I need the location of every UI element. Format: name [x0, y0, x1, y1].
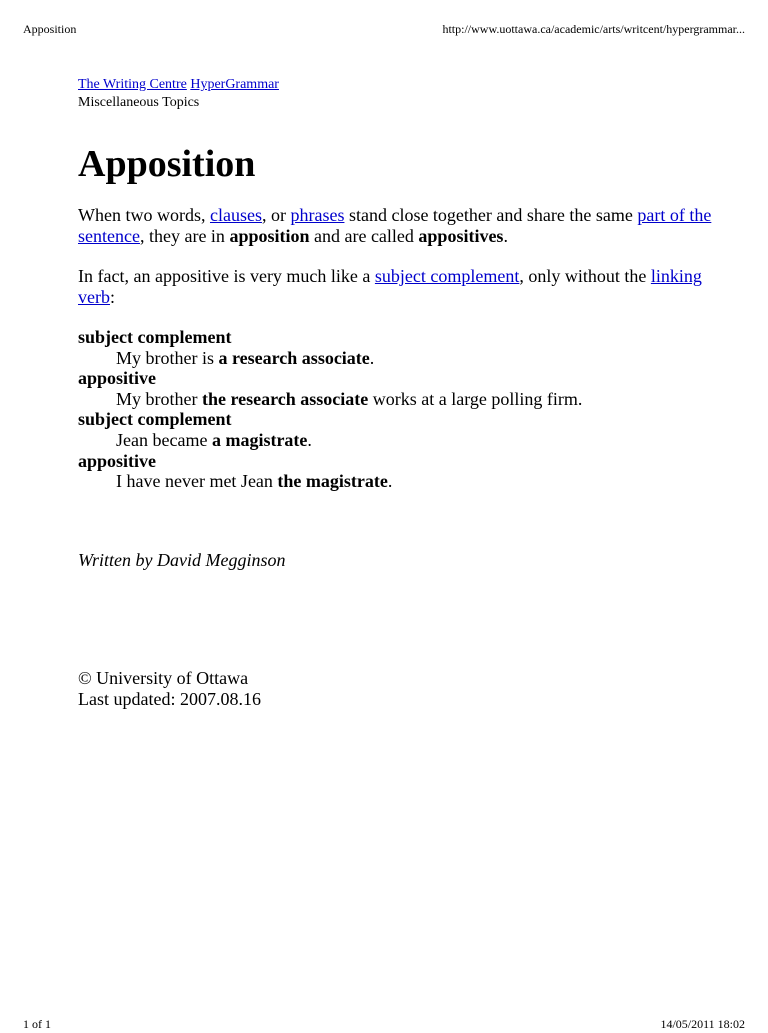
print-header	[23, 20, 745, 38]
link-part-of-sentence[interactable]: part of the sentence	[78, 205, 712, 246]
print-datetime: 14/05/2011 18:02	[660, 1017, 745, 1031]
link-linking-verb[interactable]: linking verb	[78, 266, 702, 307]
breadcrumb-link-hypergrammar[interactable]: HyperGrammar	[190, 77, 279, 92]
text-run: :	[109, 287, 115, 307]
example-bold: the research associate	[201, 388, 369, 409]
link-phrases[interactable]: phrases	[290, 205, 345, 225]
example-sentence	[116, 471, 718, 492]
text-run: In fact, an appositive is very much like a	[78, 266, 375, 286]
link-subject-complement[interactable]: subject complement	[374, 266, 520, 286]
copyright-block	[78, 668, 718, 710]
last-updated: Last updated: 2007.08.16	[78, 688, 261, 709]
page-count: 1 of 1	[23, 1017, 51, 1031]
link-clauses[interactable]: clauses	[209, 205, 262, 225]
text-run: Jean became	[116, 429, 212, 450]
text-run: When two words,	[78, 205, 210, 225]
breadcrumb-link-writing-centre[interactable]: The Writing Centre	[78, 77, 187, 92]
example-term: appositive	[78, 368, 157, 389]
text-run: stand close together and share the same	[344, 205, 638, 225]
example-sentence	[116, 389, 718, 410]
page-content	[78, 76, 718, 710]
example-sentence	[116, 348, 718, 369]
text-run: , or	[261, 205, 291, 225]
examples-list	[78, 327, 718, 492]
bold-apposition: apposition	[229, 226, 310, 246]
text-run: .	[387, 471, 393, 492]
copyright-notice: © University of Ottawa	[78, 667, 249, 688]
text-run: .	[369, 347, 375, 368]
text-run: works at a large polling firm.	[368, 388, 583, 409]
breadcrumb	[78, 76, 718, 94]
breadcrumb-subtitle: Miscellaneous Topics	[78, 95, 200, 110]
example-bold: a magistrate	[211, 429, 308, 450]
text-run: .	[503, 226, 508, 246]
example-bold: the magistrate	[277, 471, 388, 492]
example-term: subject complement	[78, 409, 232, 430]
example-term: appositive	[78, 450, 157, 471]
text-run: , they are in	[139, 226, 230, 246]
text-run: , only without the	[519, 266, 651, 286]
text-run: and are called	[309, 226, 419, 246]
text-run: .	[307, 429, 312, 450]
example-term: subject complement	[78, 327, 232, 347]
text-run: I have never met Jean	[116, 471, 278, 492]
print-header-title: Apposition	[23, 22, 77, 36]
bold-appositives: appositives	[418, 226, 504, 246]
intro-paragraph	[78, 205, 718, 247]
page-title: Apposition	[78, 143, 256, 185]
text-run: My brother is	[116, 347, 219, 368]
example-sentence	[116, 430, 718, 451]
comparison-paragraph	[78, 266, 718, 308]
text-run: My brother	[116, 388, 202, 409]
author-signature: Written by David Megginson	[78, 549, 286, 570]
example-bold: a research associate	[218, 347, 370, 368]
print-footer	[23, 1015, 745, 1033]
print-header-url: http://www.uottawa.ca/academic/arts/writcent/hypergrammar...	[442, 22, 745, 36]
